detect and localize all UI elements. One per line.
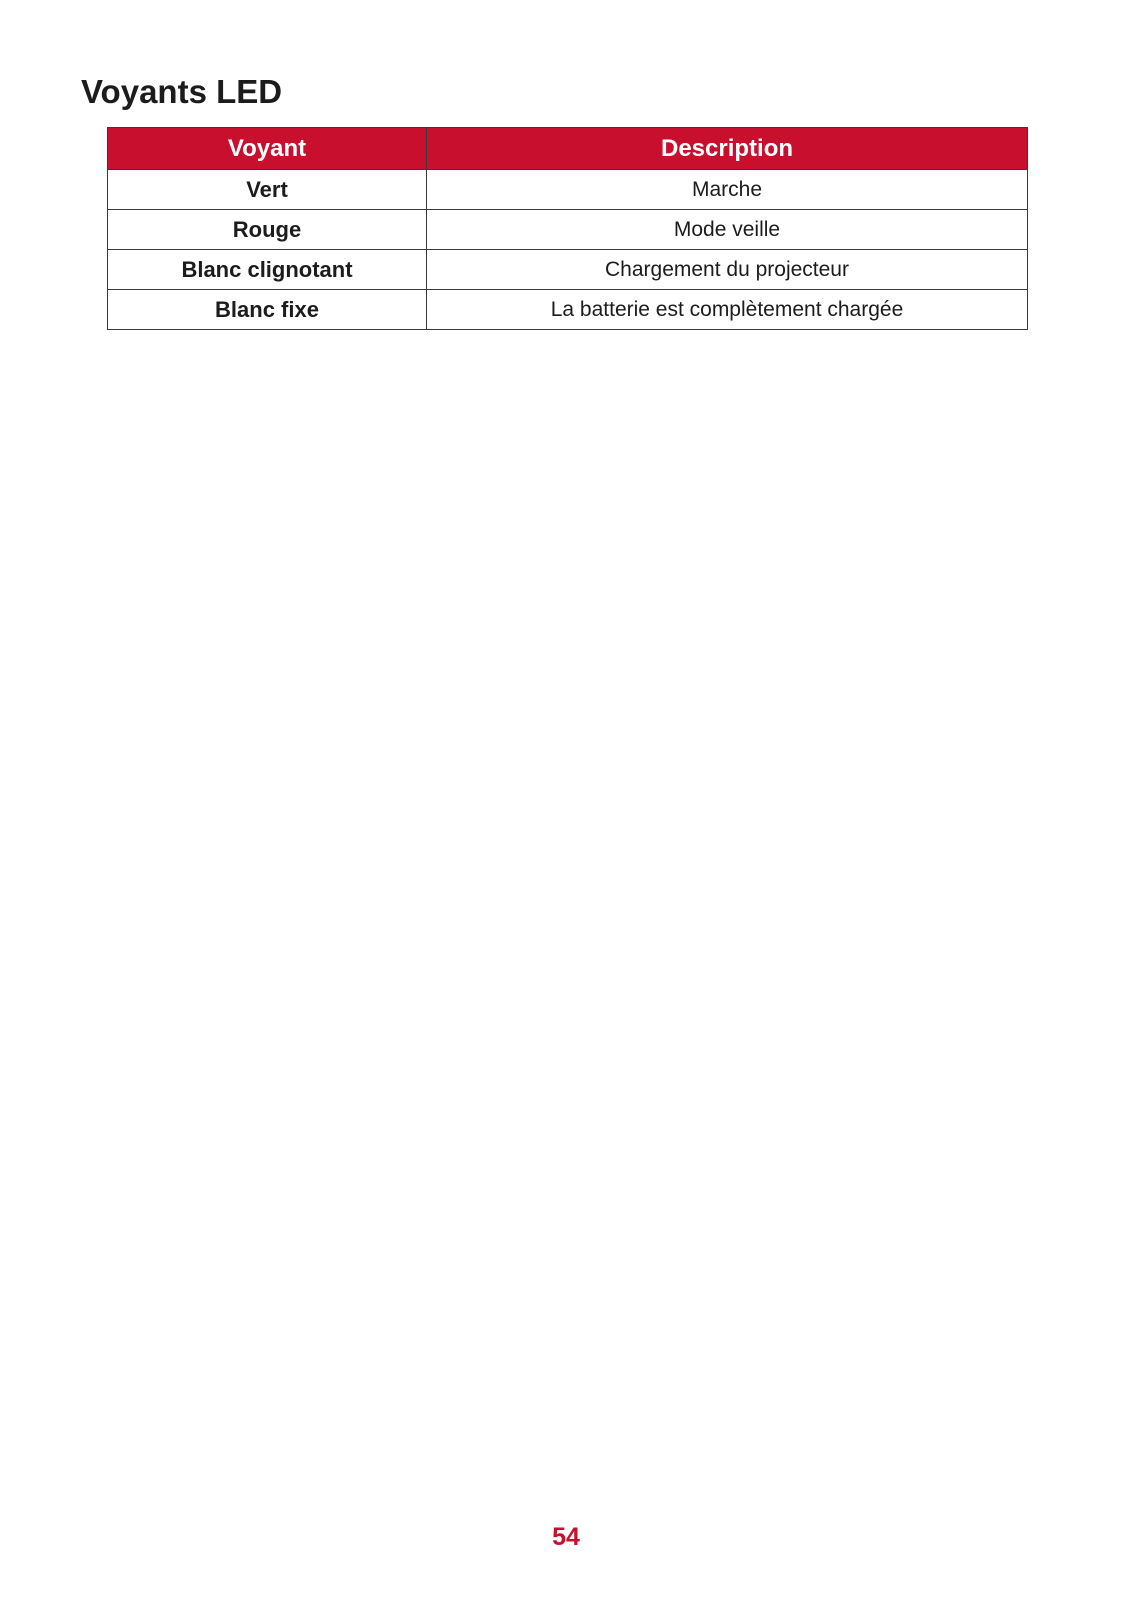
table-row	[108, 290, 1028, 330]
indicator-cell: Blanc fixe	[108, 290, 427, 330]
description-cell: Mode veille	[427, 210, 1028, 250]
table-row	[108, 170, 1028, 210]
indicator-cell: Blanc clignotant	[108, 250, 427, 290]
header-description: Description	[427, 128, 1028, 170]
table-row	[108, 250, 1028, 290]
header-indicator: Voyant	[108, 128, 427, 170]
indicator-cell: Vert	[108, 170, 427, 210]
led-indicator-table	[107, 127, 1028, 330]
page-number: 54	[552, 1523, 580, 1551]
description-cell: La batterie est complètement chargée	[427, 290, 1028, 330]
table-row	[108, 210, 1028, 250]
page-title: Voyants LED	[81, 73, 283, 110]
table-header-row	[108, 128, 1028, 170]
description-cell: Chargement du projecteur	[427, 250, 1028, 290]
indicator-cell: Rouge	[108, 210, 427, 250]
description-cell: Marche	[427, 170, 1028, 210]
